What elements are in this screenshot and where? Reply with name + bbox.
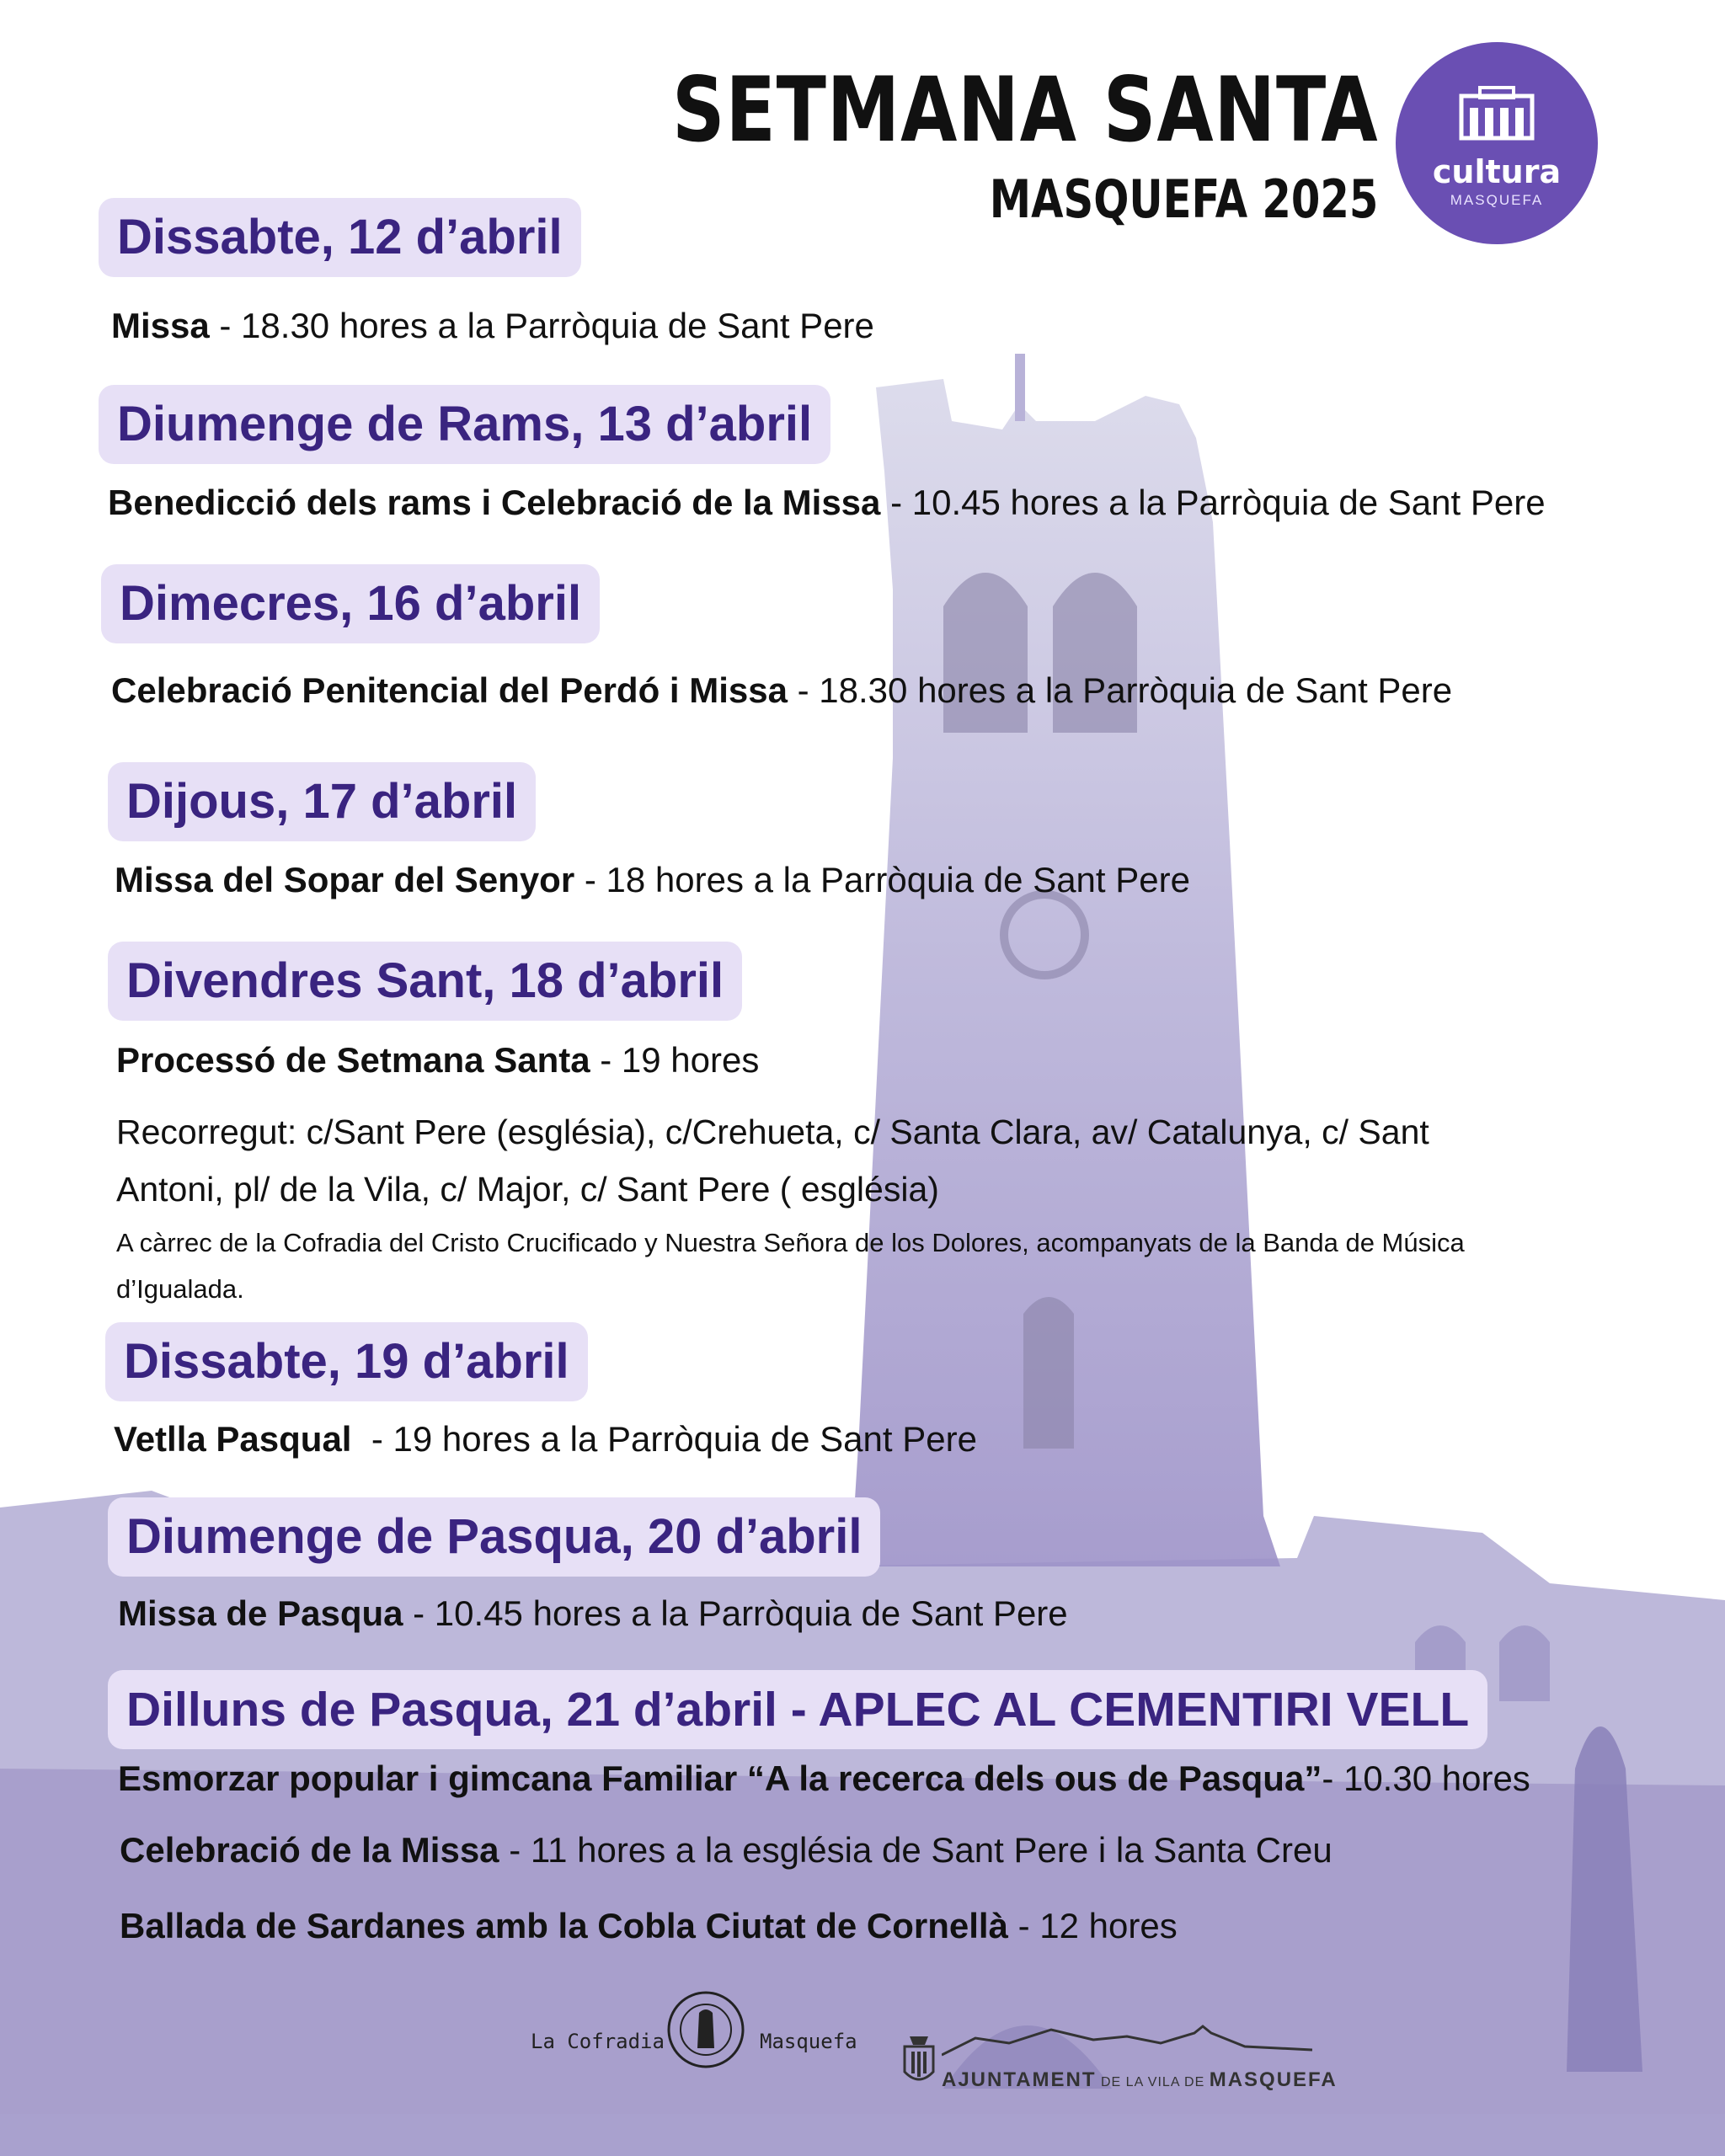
event-detail: - 18.30 hores a la Parròquia de Sant Pere (787, 670, 1453, 710)
poster-title: SETMANA SANTA (671, 58, 1378, 162)
cofradia-label-right: Masquefa (760, 2030, 857, 2053)
event-line (120, 1906, 1178, 1946)
event-line (118, 1758, 1530, 1799)
logo-word: cultura (1432, 153, 1562, 190)
cofradia-label-left: La Cofradia (531, 2030, 665, 2053)
ajuntament-logo (901, 2021, 1338, 2097)
cofradia-logo (531, 1979, 859, 2080)
event-detail: - 18.30 hores a la Parròquia de Sant Pere (209, 306, 874, 345)
event-detail: - 10.45 hores a la Parròquia de Sant Pere (880, 483, 1546, 522)
event-detail: - 11 hores a la església de Sant Pere i la Santa Creu (499, 1830, 1332, 1870)
ajuntament-text (942, 2068, 1338, 2092)
day-heading: Dilluns de Pasqua, 21 d’abril - APLEC AL CEMENTIRI VELL (108, 1670, 1487, 1749)
mountain-skyline-icon (942, 2021, 1312, 2063)
day-heading: Diumenge de Pasqua, 20 d’abril (108, 1497, 880, 1577)
event-title: Missa (111, 306, 210, 345)
event-line (108, 483, 1546, 523)
cofradia-emblem-icon (664, 1988, 748, 2072)
event-title: Missa de Pasqua (118, 1593, 403, 1633)
route-line: Antoni, pl/ de la Vila, c/ Major, c/ Sant Pere ( església) (116, 1170, 939, 1209)
event-detail: - 12 hores (1007, 1906, 1178, 1945)
day-heading: Divendres Sant, 18 d’abril (108, 942, 742, 1021)
route-line: Recorregut: c/Sant Pere (església), c/Crehueta, c/ Santa Clara, av/ Catalunya, c/ Sant (116, 1113, 1429, 1151)
event-detail: - 18 hores a la Parròquia de Sant Pere (574, 860, 1190, 899)
day-heading: Dimecres, 16 d’abril (101, 564, 600, 643)
event-line (120, 1830, 1332, 1870)
event-line (116, 1040, 759, 1081)
event-detail: - 10.30 hores (1322, 1758, 1530, 1798)
event-line (115, 860, 1190, 900)
event-detail: - 19 hores a la Parròquia de Sant Pere (351, 1419, 977, 1459)
procession-note: A càrrec de la Cofradia del Cristo Crucificado y Nuestra Señora de los Dolores, acompanyats de la Banda de Música d’Igualada. (116, 1228, 1465, 1304)
event-title: Vetlla Pasqual (114, 1419, 352, 1459)
day-heading: Dissabte, 12 d’abril (99, 198, 581, 277)
event-line (114, 1419, 977, 1460)
logo-subtext: MASQUEFA (1450, 192, 1544, 208)
day-heading: Dijous, 17 d’abril (108, 762, 536, 841)
event-detail: - 19 hores (590, 1040, 760, 1080)
event-title: Ballada de Sardanes amb la Cobla Ciutat de Cornellà (120, 1906, 1008, 1945)
event-line (118, 1593, 1068, 1634)
event-title: Processó de Setmana Santa (116, 1040, 590, 1080)
day-heading: Dissabte, 19 d’abril (105, 1322, 588, 1401)
event-title: Celebració Penitencial del Perdó i Missa (111, 670, 788, 710)
poster-subtitle: MASQUEFA 2025 (989, 168, 1378, 230)
event-title: Esmorzar popular i gimcana Familiar “A la recerca dels ous de Pasqua” (118, 1758, 1322, 1798)
event-line (111, 306, 874, 346)
event-title: Missa del Sopar del Senyor (115, 860, 575, 899)
day-heading: Diumenge de Rams, 13 d’abril (99, 385, 830, 464)
procession-route (116, 1103, 1429, 1218)
ajuntament-connector: DE LA VILA DE (1096, 2075, 1210, 2089)
town-crest-icon (901, 2030, 937, 2090)
event-title: Benedicció dels rams i Celebració de la Missa (108, 483, 881, 522)
event-line (111, 670, 1452, 711)
ajuntament-town: MASQUEFA (1209, 2068, 1338, 2091)
event-detail: - 10.45 hores a la Parròquia de Sant Pere (403, 1593, 1068, 1633)
event-title: Celebració de la Missa (120, 1830, 499, 1870)
ajuntament-word: AJUNTAMENT (942, 2068, 1097, 2091)
